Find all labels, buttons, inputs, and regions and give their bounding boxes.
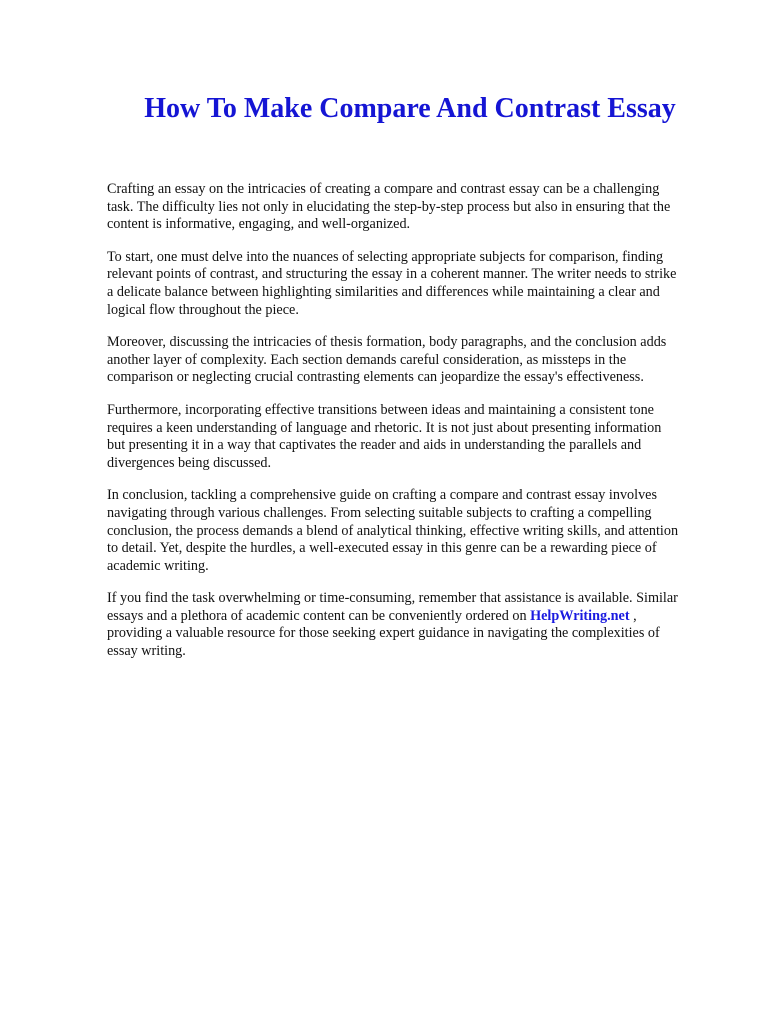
paragraph-line: essay writing. xyxy=(107,643,186,660)
link-trailing-comma: , xyxy=(633,607,637,624)
paragraph-line: comparison or neglecting crucial contrasting elements can jeopardize the essay's effectiveness. xyxy=(107,369,644,386)
paragraph-line-with-link xyxy=(107,608,717,626)
paragraph-line: divergences being discussed. xyxy=(107,454,272,471)
paragraph-line: Crafting an essay on the intricacies of creating a compare and contrast essay can be a challenging xyxy=(107,181,660,197)
paragraph-line: providing a valuable resource for those seeking expert guidance in navigating the complexities of xyxy=(107,625,660,642)
paragraph-line: to detail. Yet, despite the hurdles, a well-executed essay in this genre can be a rewarding piece of xyxy=(107,540,657,557)
paragraph-line: task. The difficulty lies not only in elucidating the step-by-step process but also in ensuring that the xyxy=(107,198,671,215)
paragraph-line: To start, one must delve into the nuances of selecting appropriate subjects for comparison, finding xyxy=(107,248,664,265)
helpwriting-link[interactable]: HelpWriting.net xyxy=(530,607,630,624)
paragraph-line: but presenting it in a way that captivates the reader and aids in understanding the parallels and xyxy=(107,437,642,454)
paragraph-1 xyxy=(107,181,717,234)
paragraph-line: content is informative, engaging, and well-organized. xyxy=(107,216,411,233)
paragraph-line: In conclusion, tackling a comprehensive guide on crafting a compare and contrast essay involves xyxy=(107,487,657,504)
paragraph-line: conclusion, the process demands a blend of analytical thinking, effective writing skills, and attention xyxy=(107,522,679,539)
paragraph-line: Furthermore, incorporating effective transitions between ideas and maintaining a consistent tone xyxy=(107,401,654,418)
paragraph-line: requires a keen understanding of language and rhetoric. It is not just about presenting information xyxy=(107,419,662,436)
paragraph-line: relevant points of contrast, and structuring the essay in a coherent manner. The writer needs to strike xyxy=(107,266,677,283)
page-title: How To Make Compare And Contrast Essay xyxy=(144,93,676,124)
paragraph-line: a delicate balance between highlighting similarities and differences while maintaining a clear and xyxy=(107,283,660,300)
document-body xyxy=(107,181,717,676)
paragraph-4 xyxy=(107,402,717,472)
paragraph-3 xyxy=(107,334,717,387)
paragraph-6 xyxy=(107,590,717,660)
paragraph-line: logical flow throughout the piece. xyxy=(107,301,299,318)
paragraph-line: Moreover, discussing the intricacies of thesis formation, body paragraphs, and the conclusion adds xyxy=(107,334,667,351)
paragraph-line: If you find the task overwhelming or time-consuming, remember that assistance is available. Similar xyxy=(107,590,678,607)
paragraph-line: academic writing. xyxy=(107,557,209,574)
paragraph-5 xyxy=(107,487,717,575)
paragraph-2 xyxy=(107,249,717,319)
paragraph-line: navigating through various challenges. From selecting suitable subjects to crafting a compelling xyxy=(107,504,652,521)
paragraph-line: another layer of complexity. Each section demands careful consideration, as missteps in the xyxy=(107,351,627,368)
link-lead-text: essays and a plethora of academic content can be conveniently ordered on xyxy=(107,607,527,624)
